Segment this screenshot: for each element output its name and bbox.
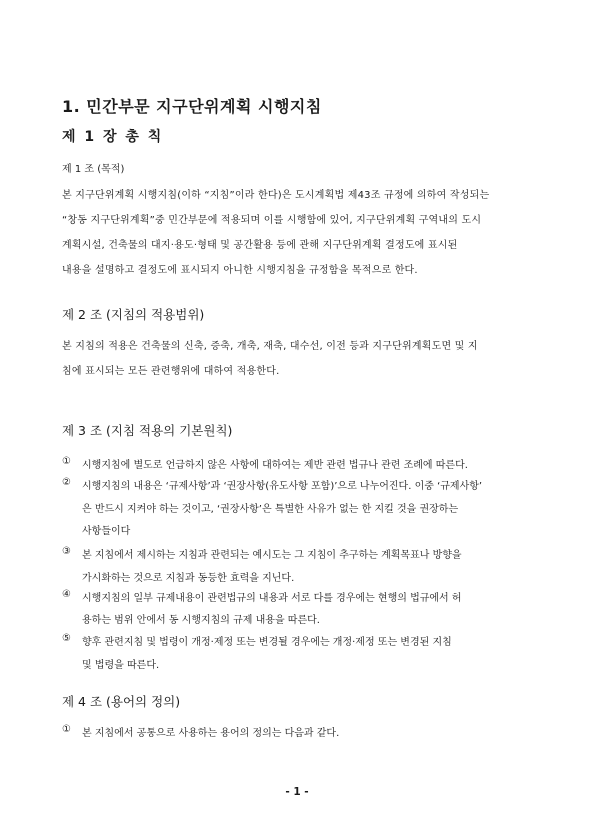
item-text: 시행지침에 별도로 언급하지 않은 사항에 대하여는 제반 관련 법규나 관련 조례에 따른다.	[82, 460, 468, 471]
article-1-line: “창동 지구단위계획”중 민간부문에 적용되며 이를 시행함에 있어, 지구단위계획 구역내의 도시	[62, 215, 482, 226]
article-1-line: 계획시설, 건축물의 대지·용도·형태 및 공간활용 등에 관해 지구단위계획 결정도에 표시된	[62, 240, 458, 251]
item-number: ②	[62, 477, 71, 488]
item-text: 본 지침에서 공통으로 사용하는 용어의 정의는 다음과 같다.	[82, 728, 340, 739]
item-text: 시행지침의 내용은 ‘규제사항’과 ‘권장사항(유도사항 포함)’으로 나누어진다. 이중 ‘규제사항’	[82, 481, 483, 492]
item-text-continued: 사항들이다	[82, 526, 131, 537]
item-number: ③	[62, 546, 71, 557]
item-number: ④	[62, 589, 71, 600]
item-text-continued: 가시화하는 것으로 지침과 동등한 효력을 지닌다.	[82, 573, 295, 584]
item-text: 향후 관련지침 및 법령이 개정·제정 또는 변경될 경우에는 개정·제정 또는 변경된 지침	[82, 637, 452, 648]
item-text-continued: 및 법령을 따른다.	[82, 660, 160, 671]
article-3-item-5	[62, 633, 452, 648]
item-number: ①	[62, 724, 71, 735]
article-1-line: 본 지구단위계획 시행지침(이하 “지침”이라 한다)은 도시계획법 제43조 규정에 의하여 작성되는	[62, 190, 490, 201]
article-2-line: 본 지침의 적용은 건축물의 신축, 증축, 개축, 재축, 대수선, 이전 등과 지구단위계획도면 및 지	[62, 341, 478, 352]
article-3-item-4	[62, 589, 462, 604]
item-text-continued: 용하는 범위 안에서 동 시행지침의 규제 내용을 따른다.	[82, 615, 320, 626]
article-4-heading: 제 4 조 (용어의 정의)	[62, 694, 181, 709]
article-1-heading: 제 1 조 (목적)	[62, 164, 125, 175]
article-3-heading: 제 3 조 (지침 적용의 기본원칙)	[62, 423, 233, 438]
article-3-item-3	[62, 546, 462, 561]
article-3-item-1	[62, 456, 468, 471]
article-1-line: 내용을 설명하고 결정도에 표시되지 아니한 시행지침을 규정함을 목적으로 한다.	[62, 265, 418, 276]
document-title: 1. 민간부문 지구단위계획 시행지침	[62, 97, 322, 116]
page-number: - 1 -	[285, 786, 309, 798]
item-text-continued: 은 반드시 지켜야 하는 것이고, ‘권장사항’은 특별한 사유가 없는 한 지킬 것을 권장하는	[82, 504, 459, 515]
article-3-item-2	[62, 477, 482, 492]
article-2-heading: 제 2 조 (지침의 적용범위)	[62, 307, 205, 322]
article-4-item-1	[62, 724, 339, 739]
chapter-heading: 제 1 장 총 칙	[62, 129, 164, 145]
item-text: 시행지침의 일부 규제내용이 관련법규의 내용과 서로 다를 경우에는 현행의 법규에서 허	[82, 593, 462, 604]
item-text: 본 지침에서 제시하는 지침과 관련되는 예시도는 그 지침이 추구하는 계획목표나 방향을	[82, 550, 462, 561]
article-2-line: 침에 표시되는 모든 관련행위에 대하여 적용한다.	[62, 366, 280, 377]
item-number: ⑤	[62, 633, 71, 644]
item-number: ①	[62, 456, 71, 467]
